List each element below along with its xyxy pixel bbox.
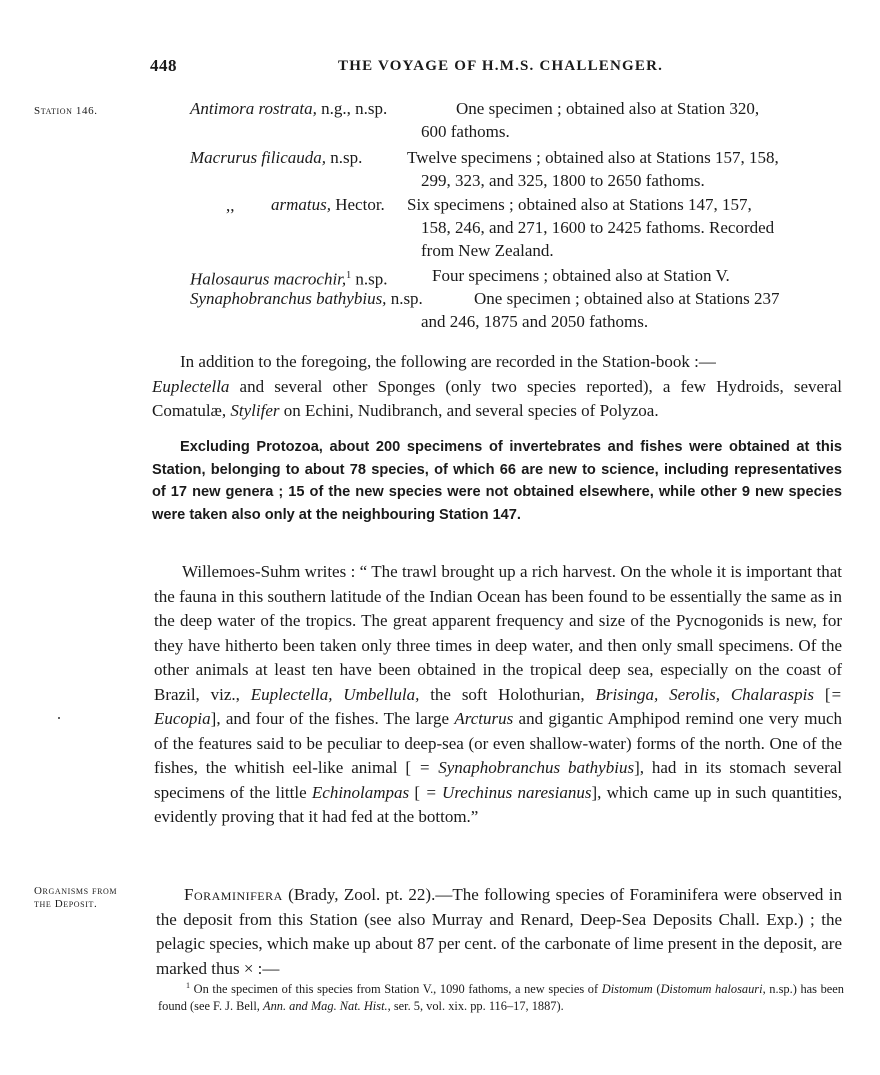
species-name: armatus, Hector. [271, 195, 385, 214]
species-note: One specimen ; obtained also at Station 320, [456, 99, 760, 118]
species-note: 600 fathoms. [421, 122, 510, 141]
species-name: Synaphobranchus bathybius, n.sp. [190, 289, 423, 308]
stray-dot [58, 717, 60, 719]
species-name: Antimora rostrata, n.g., n.sp. [190, 99, 388, 118]
station-book-paragraph: In addition to the foregoing, the following are recorded in the Station-book :— Euplectella and several other Sponges (only two species reported), a few Hydroids, several Comatulæ, Stylifer on Echini, Nudibranch, and several species of Polyzoa. [152, 352, 842, 420]
species-name: Halosaurus macrochir,$^1$ n.sp. [190, 269, 388, 289]
species-note: 158, 246, and 271, 1600 to 2425 fathoms. Recorded [421, 218, 775, 237]
footnote-ref: 1 [346, 270, 352, 281]
species-note: 299, 323, and 325, 1800 to 2650 fathoms. [421, 171, 705, 190]
station-summary: Excluding Protozoa, about 200 specimens of invertebrates and fishes were obtained at this Station, belonging to about 78 species, of which 66 are new to science, including representatives of 17 new genera ; 15 of the new species were not obtained elsewhere, while other 9 new species were taken also only at the neighbouring Station 147. [152, 439, 842, 523]
ditto-mark: ,, [226, 196, 235, 215]
footnote: $^1$ On the specimen of this species from Station V., 1090 fathoms, a new species of Distomum (Distomum halosauri, n.sp.) has been found (see F. J. Bell, Ann. and Mag. Nat. Hist., ser. 5, vol. xix. pp. 116–17, 1887). [158, 981, 844, 1014]
species-note: and 246, 1875 and 2050 fathoms. [421, 312, 649, 331]
page-number: 448 [150, 56, 177, 75]
species-note: Four specimens ; obtained also at Station V. [432, 266, 730, 285]
species-note: Twelve specimens ; obtained also at Stations 157, 158, [407, 148, 779, 167]
margin-organisms-line1: Organisms from [34, 885, 118, 897]
margin-organisms-label [34, 885, 117, 911]
foraminifera-paragraph: Foraminifera (Brady, Zool. pt. 22).—The following species of Foraminifera were observed in the deposit from this Station (see also Murray and Renard, Deep-Sea Deposits Chall. Exp.) ; the pelagic species, which make up about 87 per cent. of the carbonate of lime present in the deposit, are marked thus × :— [156, 885, 842, 978]
margin-organisms-line2: the Deposit. [34, 898, 98, 910]
section-heading: Foraminifera [184, 885, 283, 904]
margin-station-label: Station 146. [34, 105, 98, 117]
species-note: Six specimens ; obtained also at Stations 147, 157, [407, 195, 752, 214]
species-name: Macrurus filicauda, n.sp. [190, 148, 363, 167]
species-note: One specimen ; obtained also at Stations 237 [474, 289, 780, 308]
willemoes-suhm-quote: Willemoes-Suhm writes : “ The trawl brought up a rich harvest. On the whole it is important that the fauna in this southern latitude of the Indian Ocean has been found to be essentially the same as in the deep water of the tropics. The great apparent frequency and size of the Pycnogonids is new, for they have hitherto been taken only three times in deep water, and then only small specimens. Of the other animals at least ten have been obtained in the tropical deep sea, especially on the coast of Brazil, viz., Euplectella, Umbellula, the soft Holothurian, Brisinga, Serolis, Chalaraspis [= Eucopia], and four of the fishes. The large Arcturus and gigantic Amphipod remind one very much of the features said to be peculiar to deep-sea (or even shallow-water) forms of the north. One of the fishes, the whitish eel-like animal [ = Synaphobranchus bathybius], had in its stomach several specimens of the little Echinolampas [ = Urechinus naresianus], which came up in such quantities, evidently proving that it had fed at the bottom.” [154, 562, 843, 826]
running-title: THE VOYAGE OF H.M.S. CHALLENGER. [338, 58, 664, 74]
species-note: from New Zealand. [421, 241, 554, 260]
